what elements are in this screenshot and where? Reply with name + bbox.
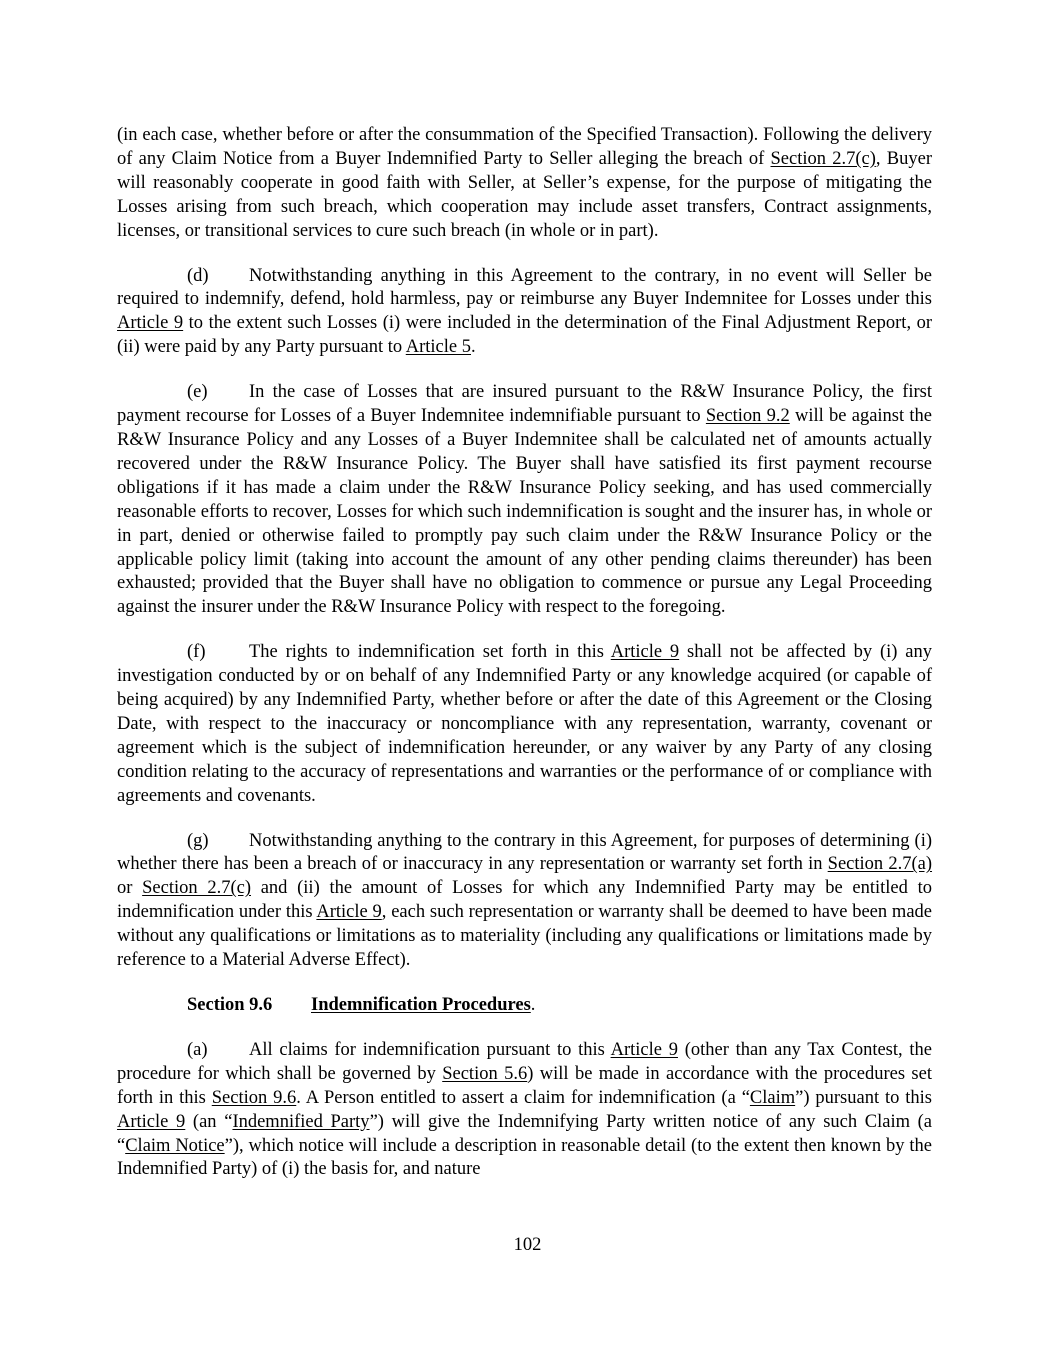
paragraph-label: (f) xyxy=(187,642,206,663)
article-9-reference: Article 9 xyxy=(117,1111,186,1132)
page-number: 102 xyxy=(513,1235,542,1255)
article-9-reference: Article 9 xyxy=(316,902,382,923)
article-5-reference: Article 5 xyxy=(405,337,471,358)
paragraph-f: (f) The rights to indemnification set forth in this Article 9 shall not be affected by (i) any investigation conducted by or on behalf of any Indemnified Party or any knowledge acquired (or capable of being acquired) by any Indemnified Party, whether before or after the date of this Agreement or the Closing Date, with respect to the inaccuracy or noncompliance with any representation, warranty, covenant or agreement which is the subject of indemnification hereunder, or any waiver by any Party of any closing condition relating to the accuracy of representations and warranties or the performance of or compliance with agreements and covenants. xyxy=(117,642,932,806)
section-9-2-reference: Section 9.2 xyxy=(705,406,790,427)
paragraph-continuation: (in each case, whether before or after the consummation of the Specified Transaction). Following the delivery of any Claim Notice from a Buyer Indemnified Party to Seller alleging the breach of Section 2.7(c), Buyer will reasonably cooperate in good faith with Seller, at Seller’s expense, for the purpose of mitigating the Losses arising from such breach, which cooperation may include asset transfers, Contract assignments, licenses, or transitional services to cure such breach (in whole or in part). xyxy=(117,125,932,241)
defined-term-claim: Claim xyxy=(749,1087,796,1108)
section-title: Indemnification Procedures xyxy=(311,995,531,1015)
section-9-6-reference: Section 9.6 xyxy=(211,1087,297,1108)
paragraph-label: (a) xyxy=(187,1039,208,1060)
paragraph-g: (g) Notwithstanding anything to the contrary in this Agreement, for purposes of determining (i) whether there has been a breach of or inaccuracy in any representation or warranty set forth in Section 2.7(a) or Section 2.7(c) and (ii) the amount of Losses for which any Indemnified Party may be entitled to indemnification under this Article 9, each such representation or warranty shall be deemed to have been made without any qualifications or limitations as to materiality (including any qualifications or limitations made by reference to a Material Adverse Effect). xyxy=(117,830,933,971)
paragraph-e: (e) In the case of Losses that are insured pursuant to the R&W Insurance Policy, the first payment recourse for Losses of a Buyer Indemnitee indemnifiable pursuant to Section 9.2 will be against the R&W Insurance Policy and any Losses of a Buyer Indemnitee shall be calculated net of amounts actually recovered under the R&W Insurance Policy. The Buyer shall have satisfied its first payment recourse obligations if it has made a claim under the R&W Insurance Policy seeking, and has used commercially reasonable efforts to recover, Losses for which such indemnification is sought and the insurer has, in whole or in part, denied or otherwise failed to promptly pay such claim under the R&W Insurance Policy or the applicable policy limit (taking into account the amount of any other pending claims thereunder) has been exhausted; provided that the Buyer shall have no obligation to commence or pursue any Legal Proceeding against the insurer under the R&W Insurance Policy with respect to the foregoing. xyxy=(117,382,932,618)
section-2-7c-reference: Section 2.7(c) xyxy=(770,148,876,169)
paragraph-label: (d) xyxy=(187,265,209,286)
defined-term-indemnified-party: Indemnified Party xyxy=(232,1111,370,1132)
paragraph-label: (g) xyxy=(187,830,209,851)
section-2-7c-reference: Section 2.7(c) xyxy=(142,878,251,899)
section-heading: Section 9.6 Indemnification Procedures. xyxy=(187,994,932,1018)
document-page xyxy=(117,124,932,1203)
section-number: Section 9.6 xyxy=(187,995,273,1015)
article-9-reference: Article 9 xyxy=(610,1039,678,1060)
defined-term-claim-notice: Claim Notice xyxy=(125,1135,225,1156)
article-9-reference: Article 9 xyxy=(117,313,184,334)
section-2-7a-reference: Section 2.7(a) xyxy=(827,854,933,875)
paragraph-d: (d) Notwithstanding anything in this Agreement to the contrary, in no event will Seller be required to indemnify, defend, hold harmless, pay or reimburse any Buyer Indemnitee for Losses under this Article 9 to the extent such Losses (i) were included in the determination of the Final Adjustment Report, or (ii) were paid by any Party pursuant to Article 5. xyxy=(117,265,932,358)
section-5-6-reference: Section 5.6 xyxy=(442,1063,528,1084)
paragraph-label: (e) xyxy=(187,382,208,403)
article-9-reference: Article 9 xyxy=(610,642,680,663)
paragraph-a: (a) All claims for indemnification pursuant to this Article 9 (other than any Tax Contest, the procedure for which shall be governed by Section 5.6) will be made in accordance with the procedures set forth in this Section 9.6. A Person entitled to assert a claim for indemnification (a “Claim”) pursuant to this Article 9 (an “Indemnified Party”) will give the Indemnifying Party written notice of any such Claim (a “Claim Notice”), which notice will include a description in reasonable detail (to the extent then known by the Indemnified Party) of (i) the basis for, and nature xyxy=(117,1039,933,1180)
